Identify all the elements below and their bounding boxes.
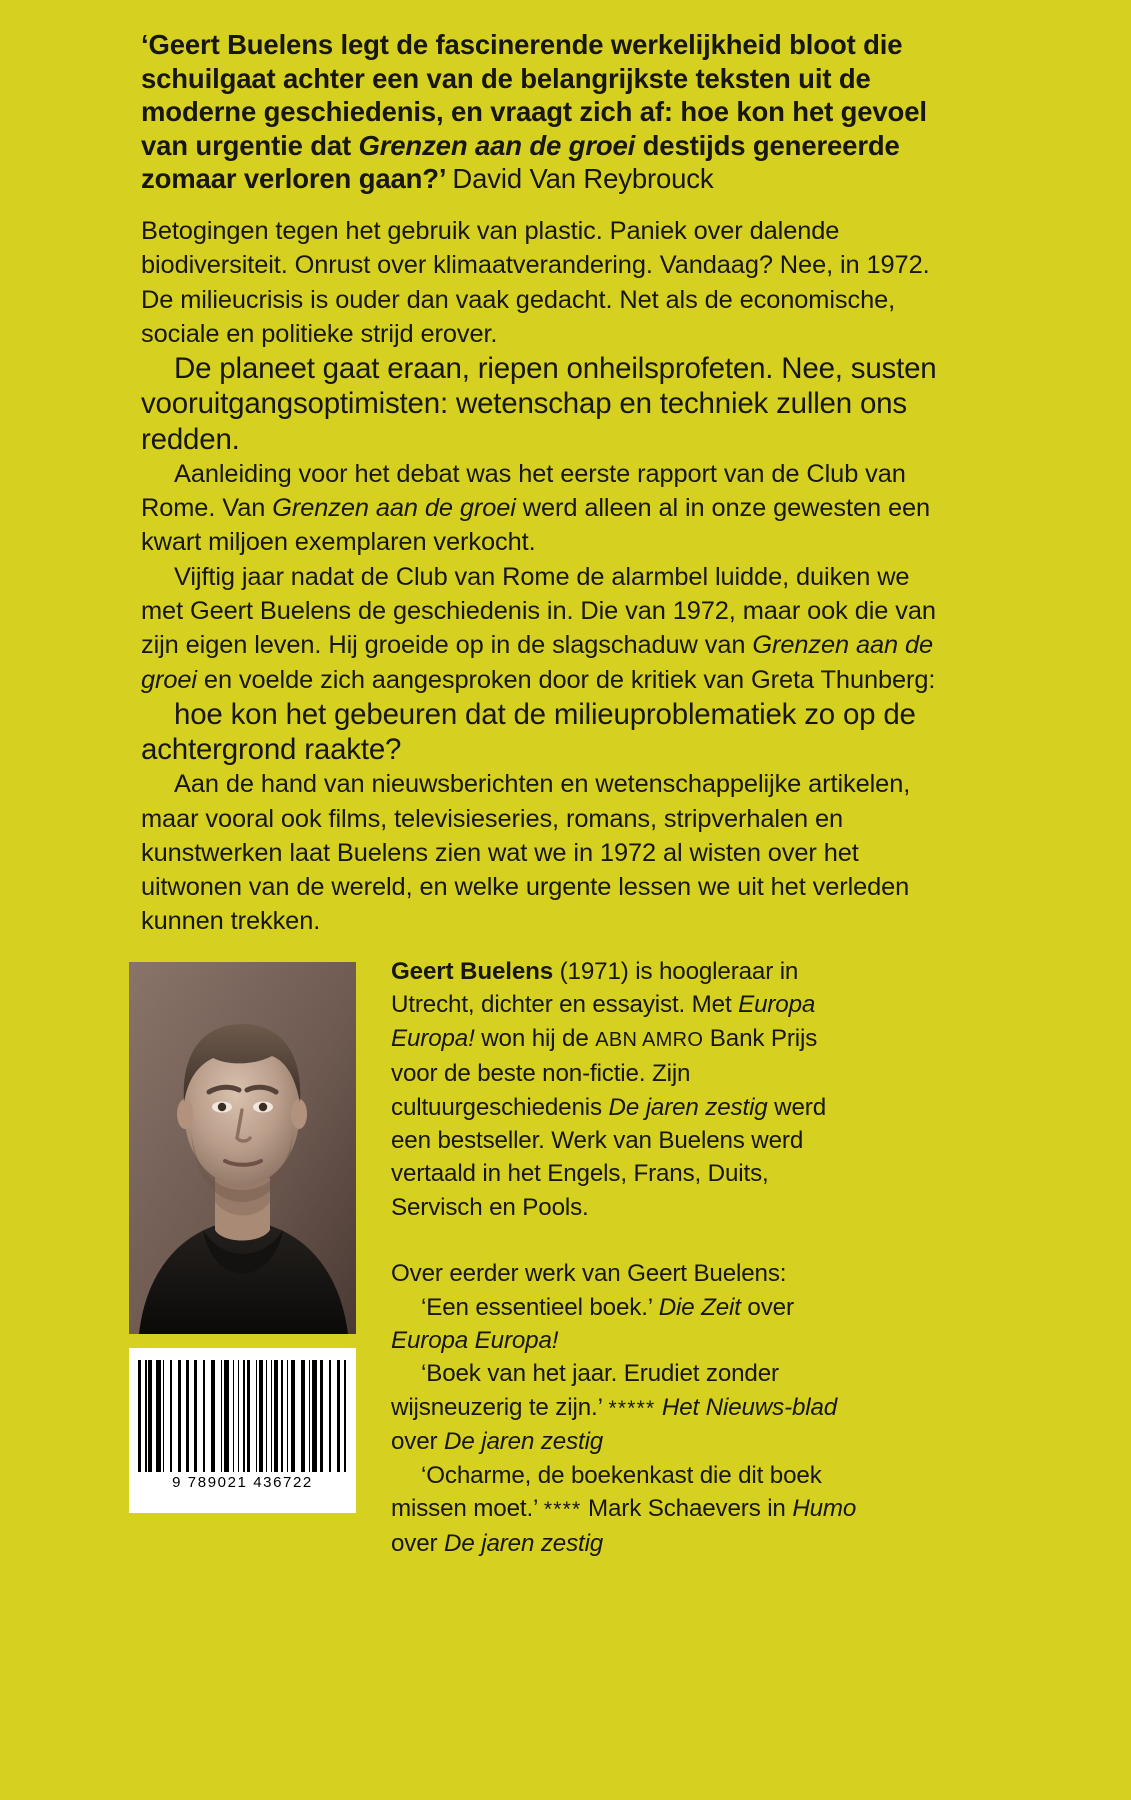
review-3-quote: ‘Ocharme, de boekenkast die dit boek missen moet.’	[391, 1461, 822, 1523]
description-p3-book-title: Grenzen aan de groei	[272, 494, 516, 523]
review-1-source: Die Zeit	[658, 1293, 741, 1321]
bio-book-de-jaren-zestig: De jaren zestig	[608, 1093, 768, 1121]
review-2-quote: ‘Boek van het jaar. Erudiet zonder wijsneuzerig te zijn.’	[391, 1360, 779, 1421]
barcode-digits: 9 789021 436722	[172, 1474, 313, 1491]
blurb-book-title: Grenzen aan de groei	[358, 129, 636, 161]
review-3-author: Mark Schaevers in	[581, 1495, 793, 1523]
description-p4-a: Vijftig jaar nadat de Club van Rome de alarmbel luidde, duiken we met Geert Buelens de geschiedenis in. Die van 1972, maar ook die van zijn eigen leven. Hij groeide op in de slagschaduw van	[141, 562, 936, 660]
barcode-bars	[138, 1360, 347, 1472]
description-paragraph-1: Betogingen tegen het gebruik van plastic. Paniek over dalende biodiversiteit. Onrust over klimaatverandering. Vandaag? Nee, in 1972. De milieucrisis is ouder dan vaak gedacht. Net als de economische, sociale en politieke strijd erover.	[141, 217, 930, 348]
blurb-line-2: die schuilgaat achter een van de belangrijkste teksten uit	[141, 29, 903, 94]
review-3-mid: over	[391, 1529, 445, 1557]
review-item-1	[391, 1291, 861, 1358]
author-bio-paragraph	[391, 955, 861, 1224]
review-item-3	[391, 1459, 861, 1560]
description-paragraph-2-emphasis: De planeet gaat eraan, riepen onheilsprofeten. Nee, susten vooruitgangsoptimisten: wetenschap en techniek zullen ons redden.	[141, 352, 937, 456]
author-name: Geert Buelens	[391, 958, 554, 985]
author-birth-year: (1971)	[559, 958, 629, 985]
review-1-quote: ‘Een essentieel boek.’	[421, 1293, 659, 1321]
blurb-line-4-pre: gevoel van urgentie dat	[141, 96, 927, 161]
review-3-stars: ****	[543, 1498, 582, 1522]
blurb-line-5: genereerde zomaar verloren gaan?’	[141, 129, 900, 195]
description-p3-a: Aanleiding voor het debat was het eerste rapport van de Club van Rome. Van	[141, 459, 906, 523]
bio-spacer	[391, 1224, 861, 1257]
description-paragraph-4	[141, 560, 956, 697]
review-2-stars: *****	[608, 1396, 656, 1420]
description-paragraph-5-emphasis: hoe kon het gebeuren dat de milieuproblematiek zo op de achtergrond raakte?	[141, 697, 916, 767]
review-3-source: Humo	[792, 1495, 857, 1523]
blurb-attribution: David Van Reybrouck	[452, 163, 714, 195]
bio-text-d: werd een bestseller. Werk van Buelens werd vertaald in het Engels, Frans, Duits, Servisch en Pools.	[391, 1093, 827, 1221]
bio-text-c: Bank Prijs voor de beste non-fictie. Zijn cultuurgeschiedenis	[391, 1024, 818, 1121]
blurb-line-1: ‘Geert Buelens legt de fascinerende werkelijkheid bloot	[141, 29, 856, 60]
author-bio-and-reviews	[391, 955, 861, 1560]
description-paragraph-6: Aan de hand van nieuwsberichten en wetenschappelijke artikelen, maar vooral ook films, televisieseries, romans, stripverhalen en kunstwerken laat Buelens zien wat we in 1972 al wisten over het uitwonen van de wereld, en welke urgente lessen we uit het verleden kunnen trekken.	[141, 770, 911, 936]
book-description	[141, 214, 956, 939]
review-1-mid: over	[740, 1293, 794, 1321]
bio-text-a: is hoogleraar in Utrecht, dichter en essayist. Met	[391, 958, 799, 1019]
isbn-barcode	[129, 1348, 356, 1513]
description-p3-b: werd alleen al in onze gewesten een kwart miljoen exemplaren verkocht.	[141, 494, 931, 557]
blurb-line-3: de moderne geschiedenis, en vraagt zich af: hoe kon het	[141, 62, 871, 128]
review-2-source: Het Nieuws-blad	[655, 1393, 838, 1421]
bio-book-europa-europa: Europa Europa!	[391, 991, 816, 1052]
author-portrait-graphic	[129, 962, 356, 1334]
review-2-mid: over	[391, 1428, 445, 1456]
review-1-book: Europa Europa!	[391, 1327, 559, 1355]
description-paragraph-3	[141, 457, 956, 560]
description-p4-b: en voelde zich aangesproken door de kritiek van Greta Thunberg:	[196, 665, 936, 694]
bio-abn-amro: ABN AMRO	[595, 1028, 704, 1051]
description-p4-book-title: Grenzen aan de groei	[141, 631, 934, 694]
bio-text-b: won hij de	[474, 1024, 596, 1052]
author-portrait-photo	[129, 962, 356, 1334]
review-3-book: De jaren zestig	[444, 1529, 604, 1557]
blurb-line-4-post: destijds	[635, 129, 746, 161]
pull-quote-blurb	[141, 28, 946, 196]
reviews-heading: Over eerder werk van Geert Buelens:	[391, 1260, 787, 1288]
review-2-book: De jaren zestig	[444, 1428, 604, 1456]
review-item-2	[391, 1357, 861, 1458]
